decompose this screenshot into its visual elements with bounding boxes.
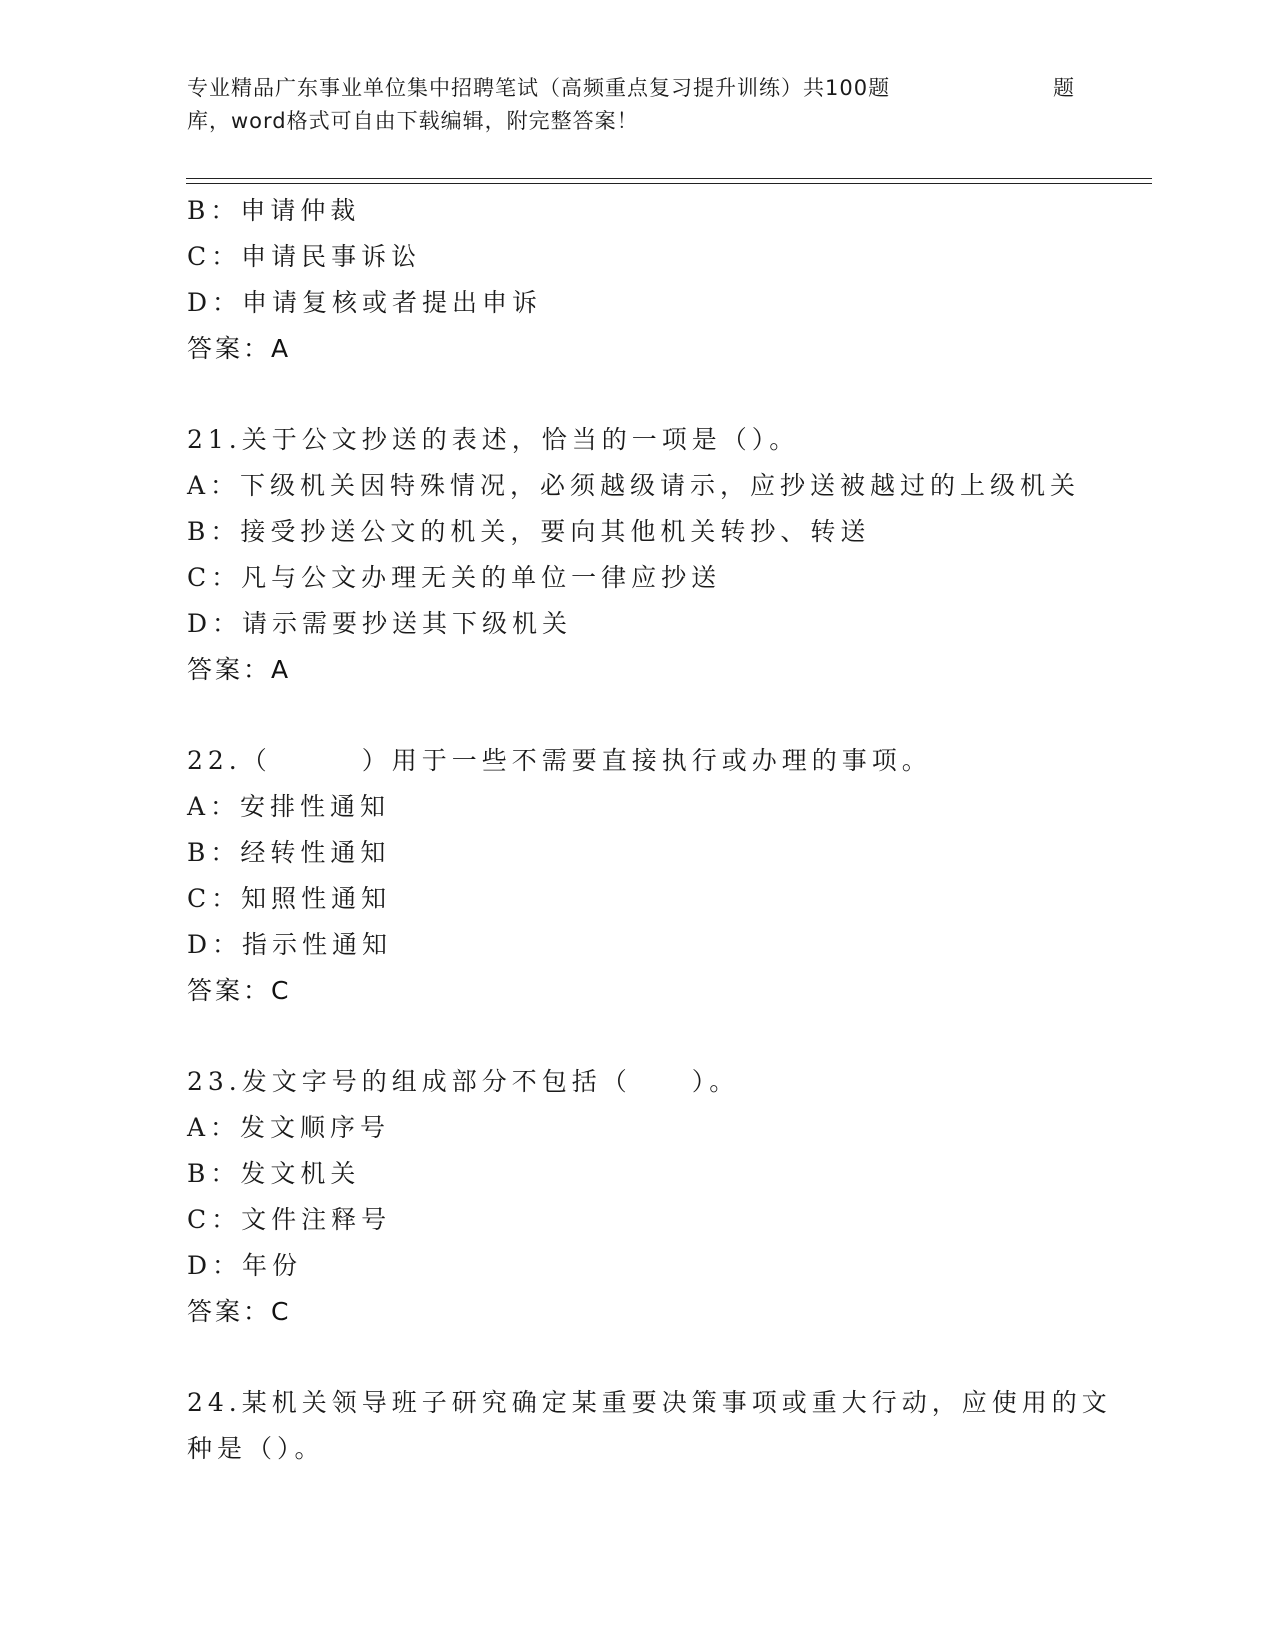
option-c: C：申请民事诉讼 — [187, 242, 422, 271]
question-block-21 — [187, 417, 1087, 693]
question-title: 22.（ ）用于一些不需要直接执行或办理的事项。 — [187, 746, 932, 775]
header-title-tail: 题 — [1053, 76, 1075, 100]
option-d: D：指示性通知 — [187, 930, 393, 959]
question-title: 21.关于公文抄送的表述，恰当的一项是（）。 — [187, 425, 800, 454]
option-b: B：发文机关 — [187, 1159, 361, 1188]
option-c: C：文件注释号 — [187, 1205, 392, 1234]
header-title: 专业精品广东事业单位集中招聘笔试（高频重点复习提升训练）共100题 — [187, 76, 891, 100]
question-title: 23.发文字号的组成部分不包括（ ）。 — [187, 1067, 740, 1096]
option-d: D：申请复核或者提出申诉 — [187, 288, 543, 317]
option-a: A：发文顺序号 — [187, 1113, 391, 1142]
question-title-line-2: 种是（）。 — [187, 1434, 325, 1463]
question-list — [187, 188, 1112, 1472]
header-divider-bottom — [186, 183, 1152, 184]
question-block-23 — [187, 1059, 1087, 1335]
option-b: B：申请仲裁 — [187, 196, 361, 225]
question-block-prev — [187, 188, 1087, 372]
header-divider-top — [186, 178, 1152, 179]
option-b: B：接受抄送公文的机关，要向其他机关转抄、转送 — [187, 517, 871, 546]
question-title-line-1: 24.某机关领导班子研究确定某重要决策事项或重大行动，应使用的文 — [187, 1388, 1112, 1417]
document-header — [187, 72, 1087, 138]
question-block-22 — [187, 738, 1087, 1014]
header-line-2: 库，word格式可自由下载编辑，附完整答案！ — [187, 109, 639, 133]
header-line-1 — [187, 72, 1087, 105]
option-d: D：请示需要抄送其下级机关 — [187, 609, 573, 638]
option-a: A：下级机关因特殊情况，必须越级请示，应抄送被越过的上级机关 — [187, 471, 1081, 500]
question-block-24 — [187, 1380, 1112, 1472]
answer-line: 答案：C — [187, 1297, 292, 1326]
answer-line: 答案：C — [187, 976, 292, 1005]
answer-line: 答案：A — [187, 655, 292, 684]
option-c: C：凡与公文办理无关的单位一律应抄送 — [187, 563, 722, 592]
option-a: A：安排性通知 — [187, 792, 391, 821]
option-d: D：年份 — [187, 1251, 303, 1280]
option-c: C：知照性通知 — [187, 884, 392, 913]
option-b: B：经转性通知 — [187, 838, 391, 867]
answer-line: 答案：A — [187, 334, 292, 363]
